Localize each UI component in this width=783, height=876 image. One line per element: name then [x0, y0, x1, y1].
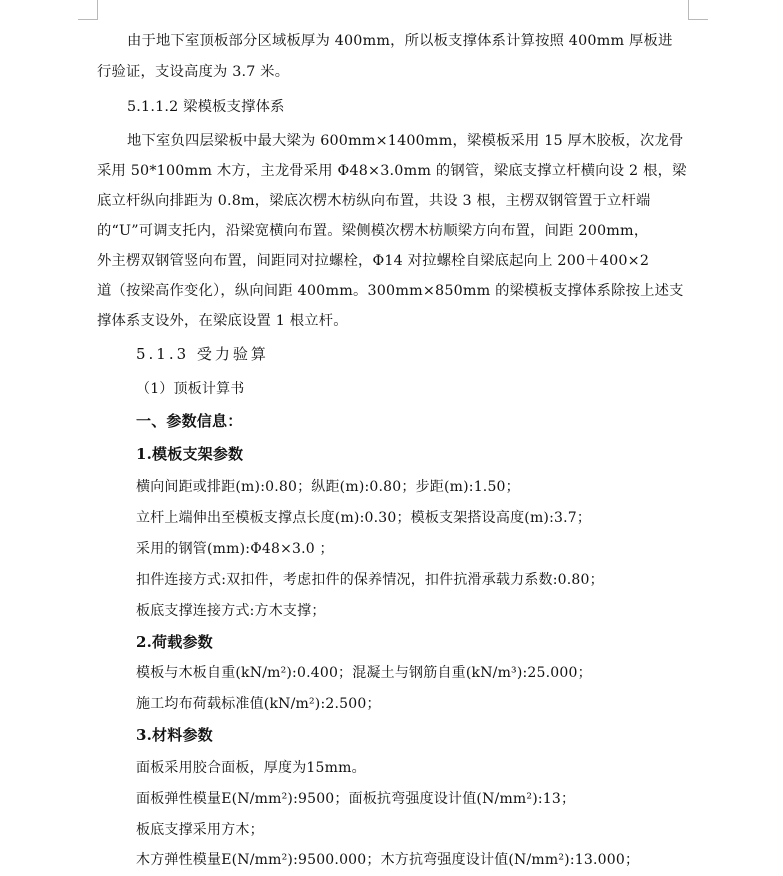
parameter-line: 面板弹性模量E(N/mm²):9500；面板抗弯强度设计值(N/mm²):13； — [136, 791, 576, 807]
parameter-line: 扣件连接方式:双扣件，考虑扣件的保养情况，扣件抗滑承载力系数:0.80； — [136, 572, 604, 588]
parameter-line: 施工均布荷载标准值(kN/m²):2.500； — [136, 696, 381, 712]
paragraph-line: 地下室负四层梁板中最大梁为 600mm×1400mm，梁模板采用 15 厚木胶板，次龙骨 — [127, 133, 684, 149]
corner-mark-right-horizontal — [688, 19, 708, 20]
paragraph-line: 道（按梁高作变化），纵向间距 400mm。300mm×850mm 的梁模板支撑体系除按上述支 — [97, 283, 684, 299]
paragraph-line: 由于地下室顶板部分区域板厚为 400mm，所以板支撑体系计算按照 400mm 厚板进 — [127, 33, 673, 49]
paragraph-line: 行验证，支设高度为 3.7 米。 — [97, 64, 290, 80]
parameter-line: 板底支撑连接方式:方木支撑； — [136, 603, 326, 619]
parameter-line: 立杆上端伸出至模板支撑点长度(m):0.30；模板支架搭设高度(m):3.7； — [136, 510, 592, 526]
parameter-line: 木方弹性模量E(N/mm²):9500.000；木方抗弯强度设计值(N/mm²):13.000； — [136, 852, 640, 868]
paragraph-line: 采用 50*100mm 木方，主龙骨采用 Φ48×3.0mm 的钢管，梁底支撑立杆横向设 2 根，梁 — [97, 163, 687, 179]
subsection-heading: （1）顶板计算书 — [136, 381, 245, 397]
paragraph-line: 底立杆纵向排距为 0.8m，梁底次楞木枋纵向布置，共设 3 根，主楞双钢管置于立杆端 — [97, 193, 651, 209]
paragraph-line: 外主楞双钢管竖向布置，间距同对拉螺栓，Φ14 对拉螺栓自梁底起向上 200＋400×2 — [97, 253, 650, 269]
parameter-line: 横向间距或排距(m):0.80；纵距(m):0.80；步距(m):1.50； — [136, 479, 520, 495]
subsection-heading: 2.荷载参数 — [136, 633, 213, 651]
paragraph-line: 撑体系支设外，在梁底设置 1 根立杆。 — [97, 313, 348, 329]
parameter-line: 采用的钢管(mm):Φ48×3.0 ； — [136, 541, 334, 557]
subsection-heading: 一、参数信息： — [136, 412, 243, 430]
parameter-line: 板底支撑采用方木； — [136, 822, 264, 838]
parameter-line: 模板与木板自重(kN/m²):0.400；混凝土与钢筋自重(kN/m³):25.000； — [136, 665, 592, 681]
corner-mark-left-horizontal — [78, 19, 98, 20]
parameter-line: 面板采用胶合面板，厚度为15mm。 — [136, 760, 366, 776]
subsection-heading: 3.材料参数 — [136, 726, 213, 744]
corner-mark-right-vertical — [688, 0, 689, 20]
paragraph-line: 的“U”可调支托内，沿梁宽横向布置。梁侧模次楞木枋顺梁方向布置，间距 200mm， — [97, 223, 649, 239]
section-heading: 5.1.1.2 梁模板支撑体系 — [127, 99, 285, 115]
section-heading: 5.1.3 受力验算 — [136, 345, 269, 363]
subsection-heading: 1.模板支架参数 — [136, 445, 244, 463]
corner-mark-left-vertical — [97, 0, 98, 20]
